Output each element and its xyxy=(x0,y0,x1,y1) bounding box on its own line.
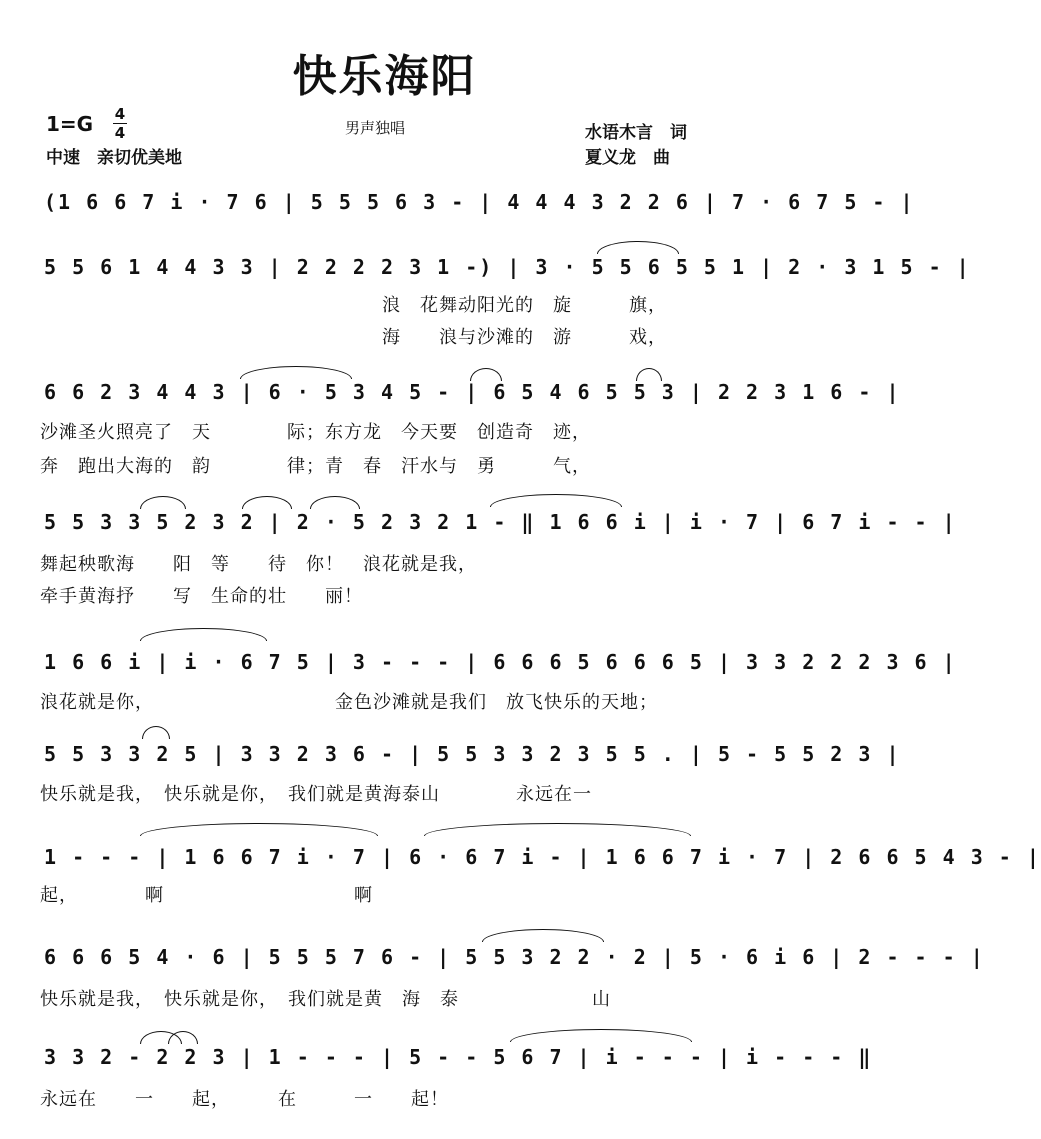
time-signature xyxy=(113,106,127,141)
lyric-line-1: 永远在 一 起， 在 一 起！ xyxy=(40,1089,449,1110)
notation-line: 6 6 2 3 4 4 3 | 6 · 5 3 4 5 - | 6 5 4 6 5 5 3 | 2 2 3 1 6 - | xyxy=(44,380,901,404)
slur-mark xyxy=(240,366,352,379)
slur-mark xyxy=(140,496,186,509)
notation-line: 3 3 2 - 2 2 3 | 1 - - - | 5 - - 5 6 7 | i - - - | i - - - ‖ xyxy=(44,1045,873,1069)
notation-line: 5 5 3 3 5 2 3 2 | 2 · 5 2 3 2 1 - ‖ 1 6 6 i | i · 7 | 6 7 i - - | xyxy=(44,510,957,534)
slur-mark xyxy=(424,823,691,836)
lyric-line-1: 舞起秧歌海 阳 等 待 你！ 浪花就是我， xyxy=(40,554,477,575)
time-signature-top: 4 xyxy=(114,105,126,123)
slur-mark xyxy=(142,726,170,739)
notation-line: 6 6 6 5 4 · 6 | 5 5 5 7 6 - | 5 5 3 2 2 · 2 | 5 · 6 i 6 | 2 - - - | xyxy=(44,945,985,969)
notation-line: 1 - - - | 1 6 6 7 i · 7 | 6 · 6 7 i - | 1 6 6 7 i · 7 | 2 6 6 5 4 3 - | xyxy=(44,845,1041,869)
key-signature: 1=G xyxy=(46,112,94,136)
lyric-line-1: 浪花就是你， 金色沙滩就是我们 放飞快乐的天地； xyxy=(40,692,658,713)
lyric-line-2: 牵手黄海抒 写 生命的壮 丽！ xyxy=(40,586,363,607)
song-title: 快乐海阳 xyxy=(292,51,477,102)
lyric-line-1: 快乐就是我， 快乐就是你， 我们就是黄海泰山 永远在一 xyxy=(40,784,592,805)
voice-type: 男声独唱 xyxy=(345,119,406,137)
notation-line: 5 5 3 3 2 5 | 3 3 2 3 6 - | 5 5 3 3 2 3 5 5 . | 5 - 5 5 2 3 | xyxy=(44,742,901,766)
notation-line: (1 6 6 7 i · 7 6 | 5 5 5 6 3 - | 4 4 4 3 2 2 6 | 7 · 6 7 5 - | xyxy=(44,190,915,214)
lyric-line-2: 海 浪与沙滩的 游 戏， xyxy=(40,327,667,348)
composer-credit: 夏义龙 曲 xyxy=(585,148,670,168)
tempo-marking: 中速 亲切优美地 xyxy=(46,148,182,168)
slur-mark xyxy=(310,496,360,509)
slur-mark xyxy=(490,494,622,507)
lyricist-credit: 水语木言 词 xyxy=(585,123,687,143)
lyric-line-1: 快乐就是我， 快乐就是你， 我们就是黄 海 泰 山 xyxy=(40,989,611,1010)
slur-mark xyxy=(597,241,679,254)
lyric-line-2: 奔 跑出大海的 韵 律；青 春 汗水与 勇 气， xyxy=(40,456,591,477)
time-signature-bottom: 4 xyxy=(114,124,126,142)
slur-mark xyxy=(482,929,604,942)
lyric-line-1: 浪 花舞动阳光的 旋 旗， xyxy=(40,295,667,316)
slur-mark xyxy=(140,823,378,836)
slur-mark xyxy=(242,496,292,509)
lyric-line-1: 起， 啊 啊 xyxy=(40,885,373,906)
slur-mark xyxy=(140,628,267,641)
notation-line: 5 5 6 1 4 4 3 3 | 2 2 2 2 3 1 -) | 3 · 5 5 6 5 5 1 | 2 · 3 1 5 - | xyxy=(44,255,971,279)
lyric-line-1: 沙滩圣火照亮了 天 际；东方龙 今天要 创造奇 迹， xyxy=(40,422,591,443)
slur-mark xyxy=(510,1029,692,1042)
notation-line: 1 6 6 i | i · 6 7 5 | 3 - - - | 6 6 6 5 6 6 6 5 | 3 3 2 2 2 3 6 | xyxy=(44,650,957,674)
